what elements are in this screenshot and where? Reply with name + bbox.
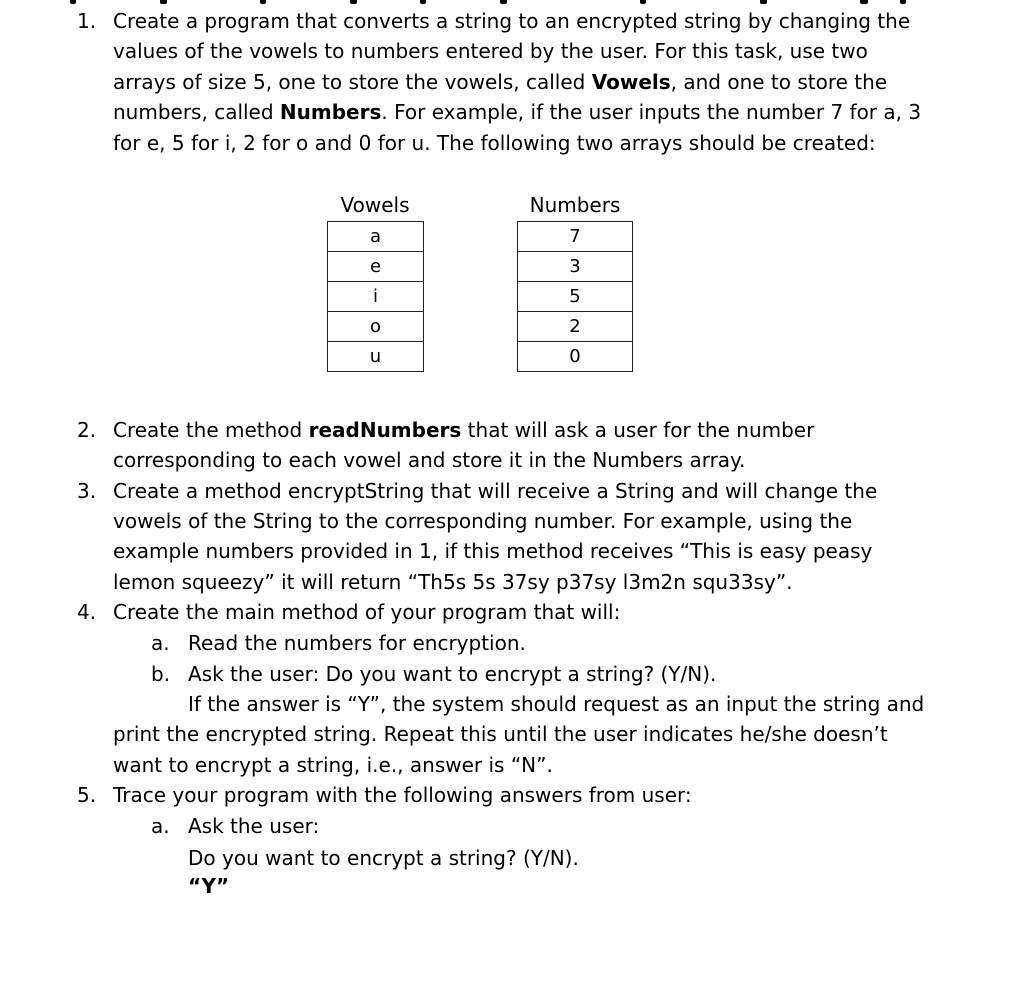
item-number: 2. — [77, 418, 97, 442]
item5-prompt: Do you want to encrypt a string? (Y/N). — [188, 846, 579, 870]
text-run: example numbers provided in 1, if this method receives “This is easy peasy — [113, 539, 873, 563]
vowel-cell: e — [328, 252, 424, 282]
item-number: 5. — [77, 783, 97, 807]
text-run: Create a program that converts a string to an encrypted string by changing the — [113, 9, 911, 33]
item5-a-label: a. — [151, 814, 170, 838]
vowels-header: Vowels — [340, 193, 410, 217]
text-run: Create the main method of your program that will: — [113, 600, 621, 624]
number-row — [518, 312, 633, 342]
text-run: Create a method encryptString that will receive a String and will change the — [113, 479, 878, 503]
text-run: arrays of size 5, one to store the vowels, called — [113, 70, 592, 94]
item5-answer: “Y” — [188, 874, 230, 898]
item4-a-label: a. — [151, 631, 170, 655]
vowels-table — [327, 221, 424, 372]
item-text-line — [113, 538, 872, 564]
bold-term: Vowels — [591, 70, 671, 94]
number-cell: 2 — [518, 312, 633, 342]
number-cell: 7 — [518, 222, 633, 252]
bold-term: Numbers — [279, 100, 382, 124]
numbers-header: Numbers — [529, 193, 621, 217]
item4-b-text: Ask the user: Do you want to encrypt a string? (Y/N). — [188, 662, 717, 686]
item-number: 4. — [77, 600, 97, 624]
vowel-row — [328, 342, 424, 372]
number-cell: 3 — [518, 252, 633, 282]
vowel-row — [328, 252, 424, 282]
number-row — [518, 222, 633, 252]
text-run: , and one to store the — [670, 70, 888, 94]
item4-a-text: Read the numbers for encryption. — [188, 631, 526, 655]
item-text-line — [113, 447, 745, 473]
item-text-line — [113, 8, 910, 34]
item-text-line — [113, 569, 793, 595]
item-text-line — [113, 130, 876, 156]
number-cell: 0 — [518, 342, 633, 372]
item4-b-cont3: want to encrypt a string, i.e., answer is “N”. — [113, 753, 553, 777]
text-run: vowels of the String to the corresponding number. For example, using the — [113, 509, 853, 533]
item-text-line — [113, 38, 868, 64]
item4-b-cont2: print the encrypted string. Repeat this until the user indicates he/she doesn’t — [113, 722, 888, 746]
cropped-previous-text — [0, 0, 1024, 6]
item5-a-text: Ask the user: — [188, 814, 320, 838]
text-run: Create the method — [113, 418, 309, 442]
vowel-cell: i — [328, 282, 424, 312]
bold-term: readNumbers — [308, 418, 462, 442]
text-run: values of the vowels to numbers entered by the user. For this task, use two — [113, 39, 868, 63]
text-run: lemon squeezy” it will return “Th5s 5s 37sy p37sy l3m2n squ33sy”. — [113, 570, 793, 594]
vowel-cell: a — [328, 222, 424, 252]
vowel-cell: o — [328, 312, 424, 342]
item-number: 1. — [77, 9, 97, 33]
item-text-line — [113, 599, 620, 625]
number-row — [518, 342, 633, 372]
text-run: . For example, if the user inputs the number 7 for a, 3 — [381, 100, 922, 124]
item4-b-label: b. — [151, 662, 171, 686]
vowel-row — [328, 222, 424, 252]
vowel-row — [328, 312, 424, 342]
item-text-line — [113, 69, 887, 95]
item-number: 3. — [77, 479, 97, 503]
number-row — [518, 252, 633, 282]
number-row — [518, 282, 633, 312]
numbers-table — [517, 221, 633, 372]
text-run: for e, 5 for i, 2 for o and 0 for u. The following two arrays should be created: — [113, 131, 876, 155]
item-text-line — [113, 99, 921, 125]
item-text-line — [113, 782, 692, 808]
vowel-row — [328, 282, 424, 312]
vowel-cell: u — [328, 342, 424, 372]
item-text-line — [113, 478, 877, 504]
text-run: numbers, called — [113, 100, 280, 124]
text-run: that will ask a user for the number — [461, 418, 815, 442]
text-run: corresponding to each vowel and store it in the Numbers array. — [113, 448, 746, 472]
number-cell: 5 — [518, 282, 633, 312]
item-text-line — [113, 417, 814, 443]
item-text-line — [113, 508, 852, 534]
text-run: Trace your program with the following answers from user: — [113, 783, 692, 807]
item4-b-cont1: If the answer is “Y”, the system should request as an input the string and — [188, 692, 925, 716]
